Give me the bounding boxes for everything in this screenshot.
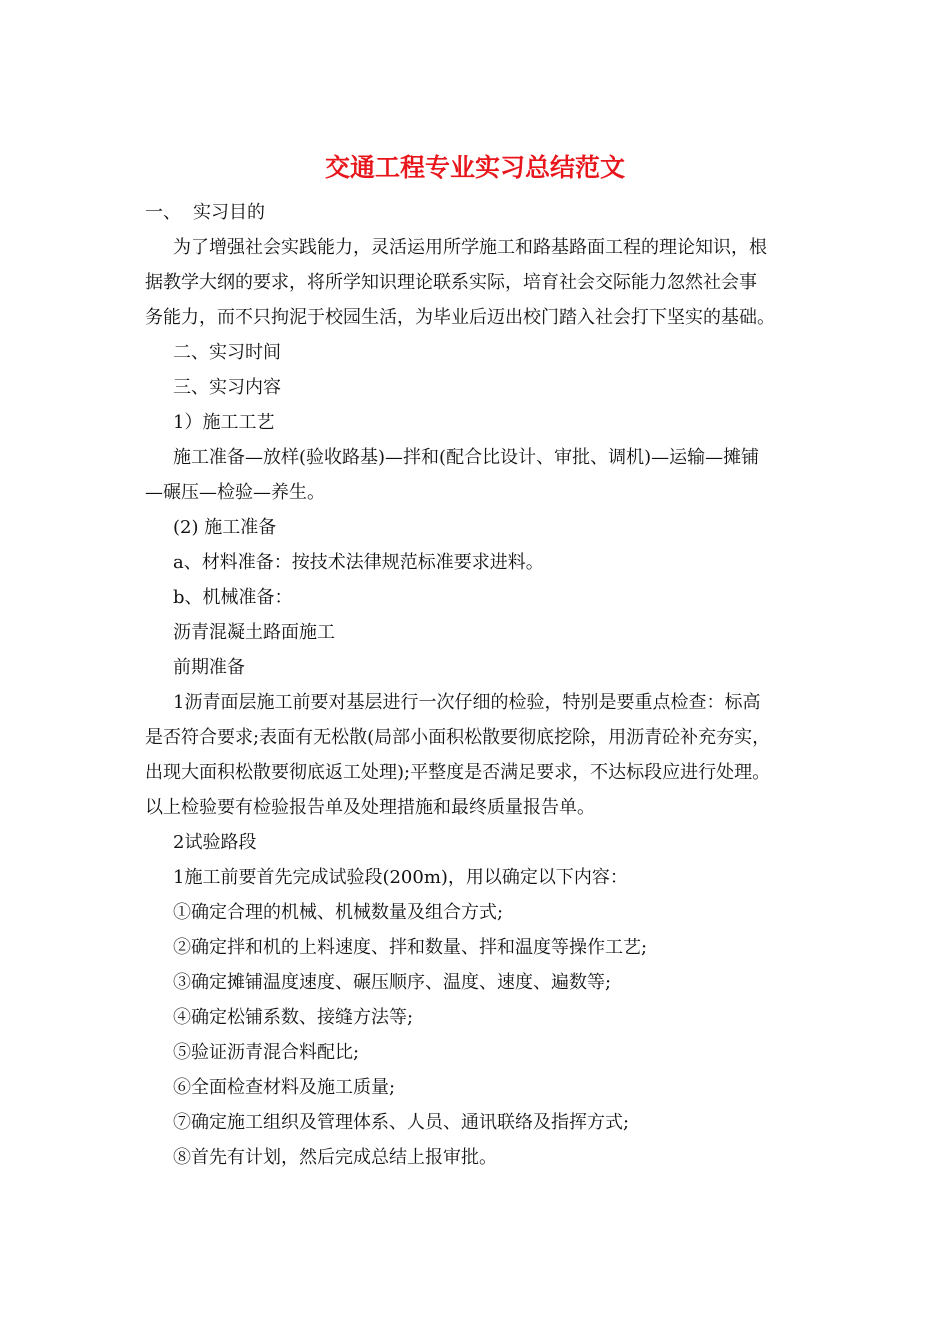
trial-list-item: ②确定拌和机的上料速度、拌和数量、拌和温度等操作工艺;: [173, 937, 648, 958]
pre-preparation-heading: 前期准备: [173, 657, 245, 678]
trial-list-item: ⑥全面检查材料及施工质量;: [173, 1077, 396, 1098]
trial-list-item: ⑧首先有计划，然后完成总结上报审批。: [173, 1147, 497, 1168]
subheading-process: 1）施工工艺: [173, 412, 275, 433]
document-body: [145, 195, 810, 1175]
document-title: 交通工程专业实习总结范文: [324, 153, 625, 182]
paragraph-purpose-line: 据教学大纲的要求，将所学知识理论联系实际，培育社会交际能力忽然社会事: [145, 272, 757, 293]
inspection-paragraph-line: 出现大面积松散要彻底返工处理);平整度是否满足要求，不达标段应进行处理。: [145, 762, 771, 783]
inspection-paragraph-line: 1沥青面层施工前要对基层进行一次仔细的检验，特别是要重点检查：标高: [173, 692, 761, 713]
asphalt-heading: 沥青混凝土路面施工: [173, 622, 335, 643]
section-number: 一、: [145, 202, 181, 223]
section-heading-purpose: [145, 195, 810, 230]
paragraph-purpose-line: 务能力，而不只拘泥于校园生活，为毕业后迈出校门踏入社会打下坚实的基础。: [145, 307, 775, 328]
section-heading-time: 二、实习时间: [173, 342, 281, 363]
trial-intro: 1施工前要首先完成试验段(200m)，用以确定以下内容：: [173, 867, 628, 888]
inspection-paragraph-line: 是否符合要求;表面有无松散(局部小面积松散要彻底挖除，用沥青砼补充夯实，: [145, 727, 771, 748]
subheading-preparation: (2) 施工准备: [173, 517, 277, 538]
section-heading-content: 三、实习内容: [173, 377, 281, 398]
trial-list-item: ⑦确定施工组织及管理体系、人员、通讯联络及指挥方式;: [173, 1112, 630, 1133]
section-label: 实习目的: [193, 202, 265, 223]
process-line: 施工准备—放样(验收路基)—拌和(配合比设计、审批、调机)—运输—摊铺: [173, 447, 760, 468]
trial-list-item: ③确定摊铺温度速度、碾压顺序、温度、速度、遍数等;: [173, 972, 612, 993]
inspection-paragraph-line: 以上检验要有检验报告单及处理措施和最终质量报告单。: [145, 797, 595, 818]
trial-list-item: ⑤验证沥青混合料配比;: [173, 1042, 360, 1063]
trial-list-item: ④确定松铺系数、接缝方法等;: [173, 1007, 414, 1028]
item-machine-prep: b、机械准备：: [173, 587, 293, 608]
process-line: —碾压—检验—养生。: [145, 482, 325, 503]
item-material-prep: a、材料准备：按技术法律规范标准要求进料。: [173, 552, 544, 573]
paragraph-purpose-line: 为了增强社会实践能力，灵活运用所学施工和路基路面工程的理论知识，根: [173, 237, 767, 258]
trial-section-heading: 2试验路段: [173, 832, 257, 853]
trial-list-item: ①确定合理的机械、机械数量及组合方式;: [173, 902, 504, 923]
